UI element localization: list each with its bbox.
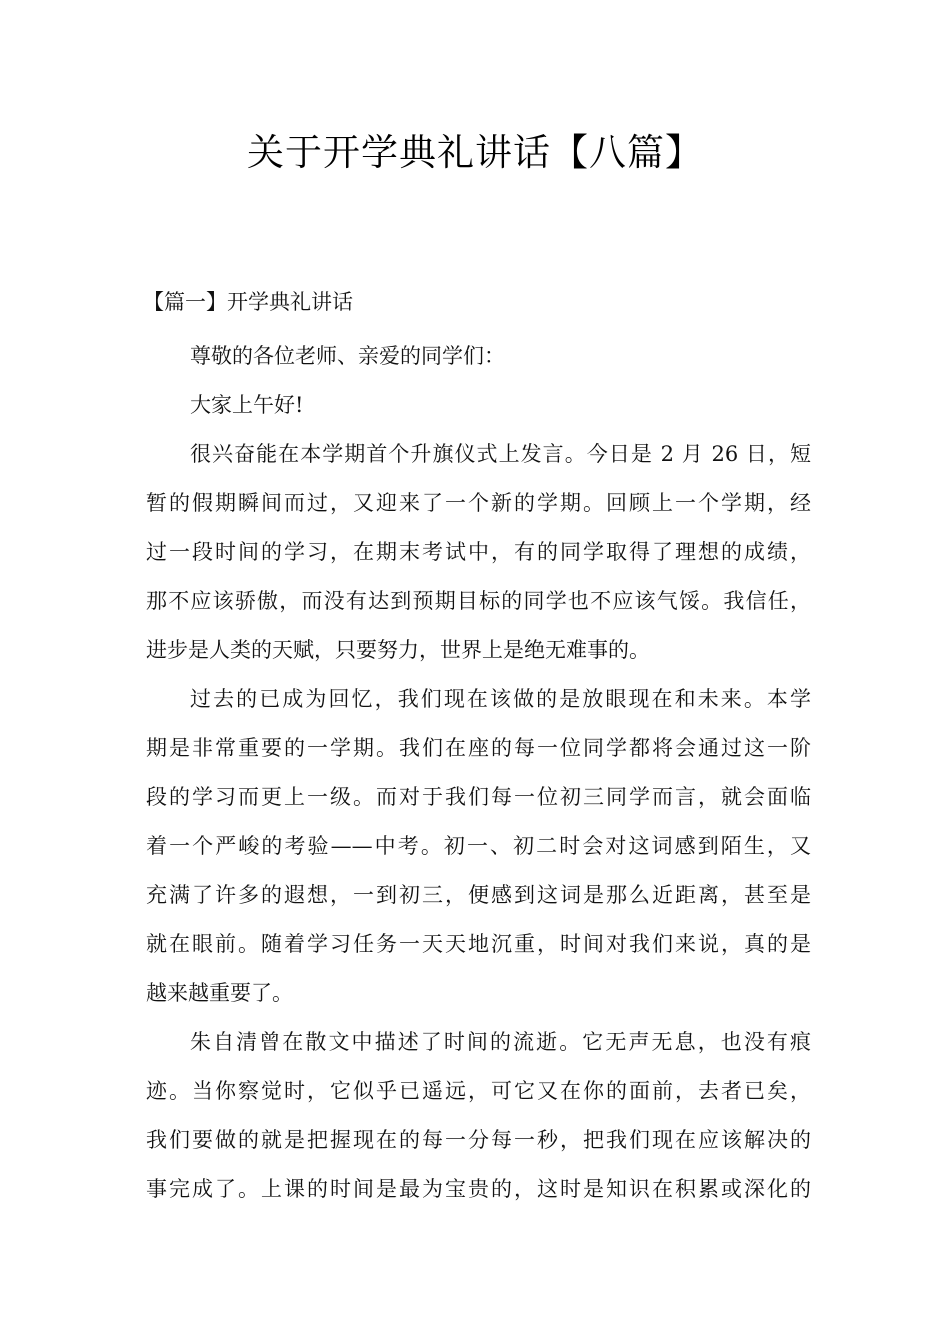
paragraph-line: 段的学习而更上一级。而对于我们每一位初三同学而言，就会面临 bbox=[146, 785, 811, 809]
paragraph-line: 着一个严峻的考验——中考。初一、初二时会对这词感到陌生，又 bbox=[146, 834, 811, 858]
paragraph-line: 朱自清曾在散文中描述了时间的流逝。它无声无息，也没有痕 bbox=[190, 1030, 811, 1054]
paragraph-salutation bbox=[146, 332, 811, 381]
section-heading: 【篇一】开学典礼讲话 bbox=[143, 290, 353, 314]
paragraph-line: 越来越重要了。 bbox=[146, 981, 293, 1005]
paragraph-line: 过一段时间的学习，在期末考试中，有的同学取得了理想的成绩， bbox=[146, 540, 811, 564]
paragraph-line: 过去的已成为回忆，我们现在该做的是放眼现在和未来。本学 bbox=[190, 687, 811, 711]
paragraph-line: 期是非常重要的一学期。我们在座的每一位同学都将会通过这一阶 bbox=[146, 736, 811, 760]
paragraph-line: 那不应该骄傲，而没有达到预期目标的同学也不应该气馁。我信任， bbox=[146, 589, 811, 613]
paragraph-line: 进步是人类的天赋，只要努力，世界上是绝无难事的。 bbox=[146, 638, 650, 662]
paragraph-line: 暂的假期瞬间而过，又迎来了一个新的学期。回顾上一个学期，经 bbox=[146, 491, 811, 515]
paragraph-line: 迹。当你察觉时，它似乎已遥远，可它又在你的面前，去者已矣， bbox=[146, 1079, 811, 1103]
paragraph-line: 事完成了。上课的时间是最为宝贵的，这时是知识在积累或深化的 bbox=[146, 1177, 811, 1201]
document-title: 关于开学典礼讲话【八篇】 bbox=[247, 131, 703, 174]
paragraph-line: 我们要做的就是把握现在的每一分每一秒，把我们现在应该解决的 bbox=[146, 1128, 811, 1152]
paragraph-line: 很兴奋能在本学期首个升旗仪式上发言。今日是 2 月 26 日，短 bbox=[190, 442, 811, 466]
paragraph-line: 充满了许多的遐想，一到初三，便感到这词是那么近距离，甚至是 bbox=[146, 883, 811, 907]
paragraph-line: 就在眼前。随着学习任务一天天地沉重，时间对我们来说，真的是 bbox=[146, 932, 811, 956]
paragraph bbox=[146, 1018, 811, 1214]
paragraph-greeting bbox=[146, 381, 811, 430]
paragraph-line: 尊敬的各位老师、亲爱的同学们： bbox=[190, 344, 505, 368]
paragraph-line: 大家上午好! bbox=[190, 393, 304, 417]
paragraph bbox=[146, 675, 811, 1018]
document-body bbox=[146, 332, 811, 1214]
paragraph bbox=[146, 430, 811, 675]
